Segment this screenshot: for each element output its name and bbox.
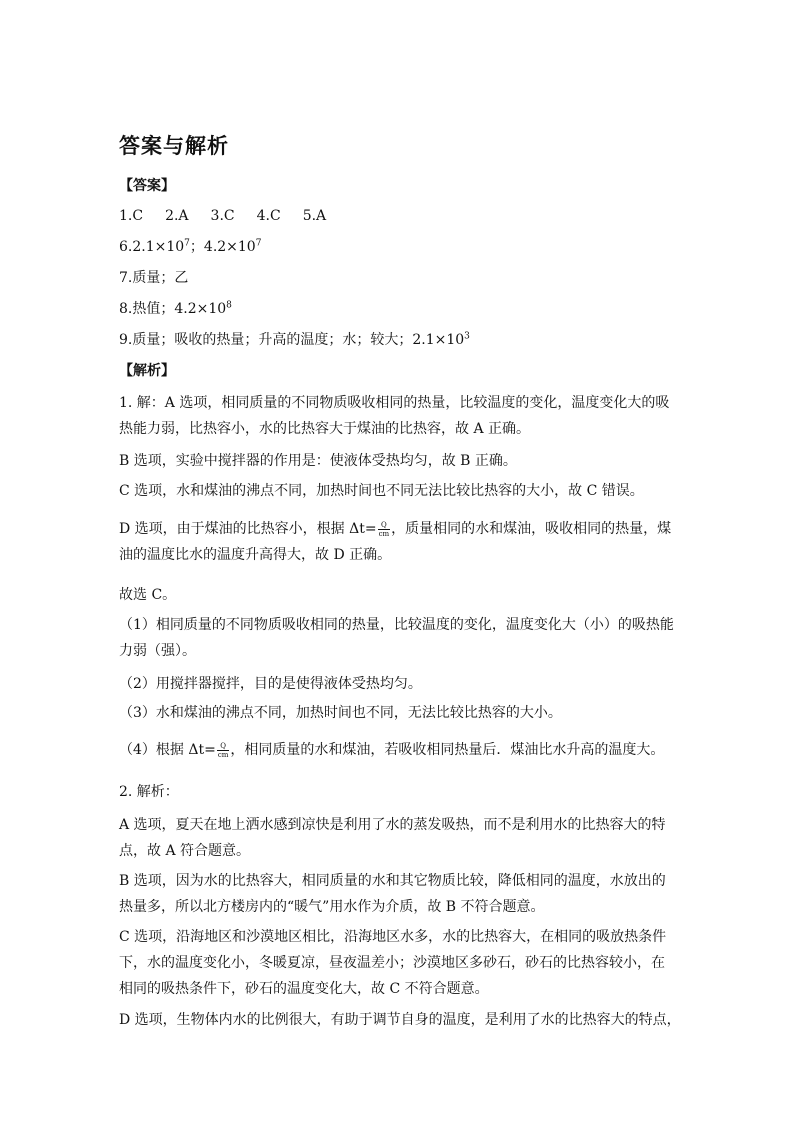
analysis-2-header: 2. 解析： (119, 784, 179, 800)
formula-fraction-2 (217, 742, 230, 759)
analysis-1-c: C 选项，水和煤油的沸点不同，加热时间也不同无法比较比热容的大小，故 C 错误。 (119, 483, 644, 499)
answer-4: 4.C (256, 208, 281, 224)
answer-header: 【答案】 (119, 178, 175, 194)
answer-9-text: 9.质量；吸收的热量；升高的温度；水；较大；2.1×10 (119, 332, 465, 348)
analysis-1-d (119, 516, 677, 568)
answer-1: 1.C (119, 208, 144, 224)
analysis-1-i-pre: （4）根据 Δt= (119, 742, 216, 758)
fraction-numerator: Q (378, 521, 391, 530)
answer-6-exp-b: 7 (255, 238, 262, 249)
analysis-1-b: B 选项，实验中搅拌器的作用是：使液体受热均匀，故 B 正确。 (119, 453, 517, 469)
analysis-1-d-pre: D 选项，由于煤油的比热容小，根据 Δt= (119, 521, 377, 537)
formula-fraction (378, 521, 391, 538)
analysis-1-h: （3）水和煤油的沸点不同，加热时间也不同，无法比较比热容的大小。 (119, 705, 562, 721)
answer-5: 5.A (302, 208, 327, 224)
analysis-header: 【解析】 (119, 363, 175, 379)
answer-6-part-a: 6.2.1×10 (119, 239, 185, 255)
answer-8 (119, 299, 232, 319)
page-title: 答案与解析 (119, 133, 229, 158)
answer-3: 3.C (210, 208, 235, 224)
answer-6-exp-a: 7 (184, 238, 190, 249)
fraction-numerator-2: Q (217, 742, 230, 751)
analysis-1-g: （2）用搅拌器搅拌，目的是使得液体受热均匀。 (119, 676, 422, 692)
fraction-denominator: cm (378, 529, 390, 538)
analysis-1-a: 1. 解：A 选项，相同质量的不同物质吸收相同的热量，比较温度的变化，温度变化大的吸热能力弱，比热容小，水的比热容大于煤油的比热容，故 A 正确。 (119, 395, 670, 437)
analysis-1-e: 故选 C。 (119, 587, 177, 603)
analysis-2-b: B 选项，因为水的比热容大，相同质量的水和其它物质比较，降低相同的温度，水放出的热量多，所以北方楼房内的“暖气”用水作为介质，故 B 不符合题意。 (119, 873, 666, 915)
analysis-2-a: A 选项，夏天在地上洒水感到凉快是利用了水的蒸发吸热，而不是利用水的比热容大的特点，故 A 符合题意。 (119, 817, 666, 859)
answers-row-1 (119, 206, 326, 226)
answer-9-exp: 3 (464, 331, 470, 342)
analysis-1-i (119, 740, 664, 760)
analysis-2-c: C 选项，沿海地区和沙漠地区相比，沿海地区水多，水的比热容大，在相同的吸放热条件下，水的温度变化小，冬暖夏凉，昼夜温差小；沙漠地区多砂石，砂石的比热容较小，在相同的吸热条件下，砂石的温度变化大，故 C 不符合题意。 (119, 929, 667, 997)
answer-6-part-b: ；4.2×10 (189, 239, 256, 255)
answer-8-exp: 8 (226, 300, 232, 311)
fraction-denominator-2: cm (217, 750, 229, 759)
analysis-2-d: D 选项，生物体内水的比例很大，有助于调节自身的温度，是利用了水的比热容大的特点， (119, 1012, 681, 1028)
answer-2: 2.A (165, 208, 189, 224)
answer-8-text: 8.热值；4.2×10 (119, 301, 227, 317)
answer-9 (119, 330, 470, 350)
analysis-1-f: （1）相同质量的不同物质吸收相同的热量，比较温度的变化，温度变化大（小）的吸热能力弱（强）。 (119, 617, 674, 659)
answer-7: 7.质量；乙 (119, 270, 189, 286)
analysis-1-i-post: ，相同质量的水和煤油，若吸收相同热量后．煤油比水升高的温度大。 (230, 742, 665, 758)
analysis-1-d-post: ，质量相同的水和煤油，吸收相同的热量，煤油的温度比水的温度升高得大，故 D 正确。 (119, 521, 672, 563)
answer-6 (119, 237, 261, 257)
